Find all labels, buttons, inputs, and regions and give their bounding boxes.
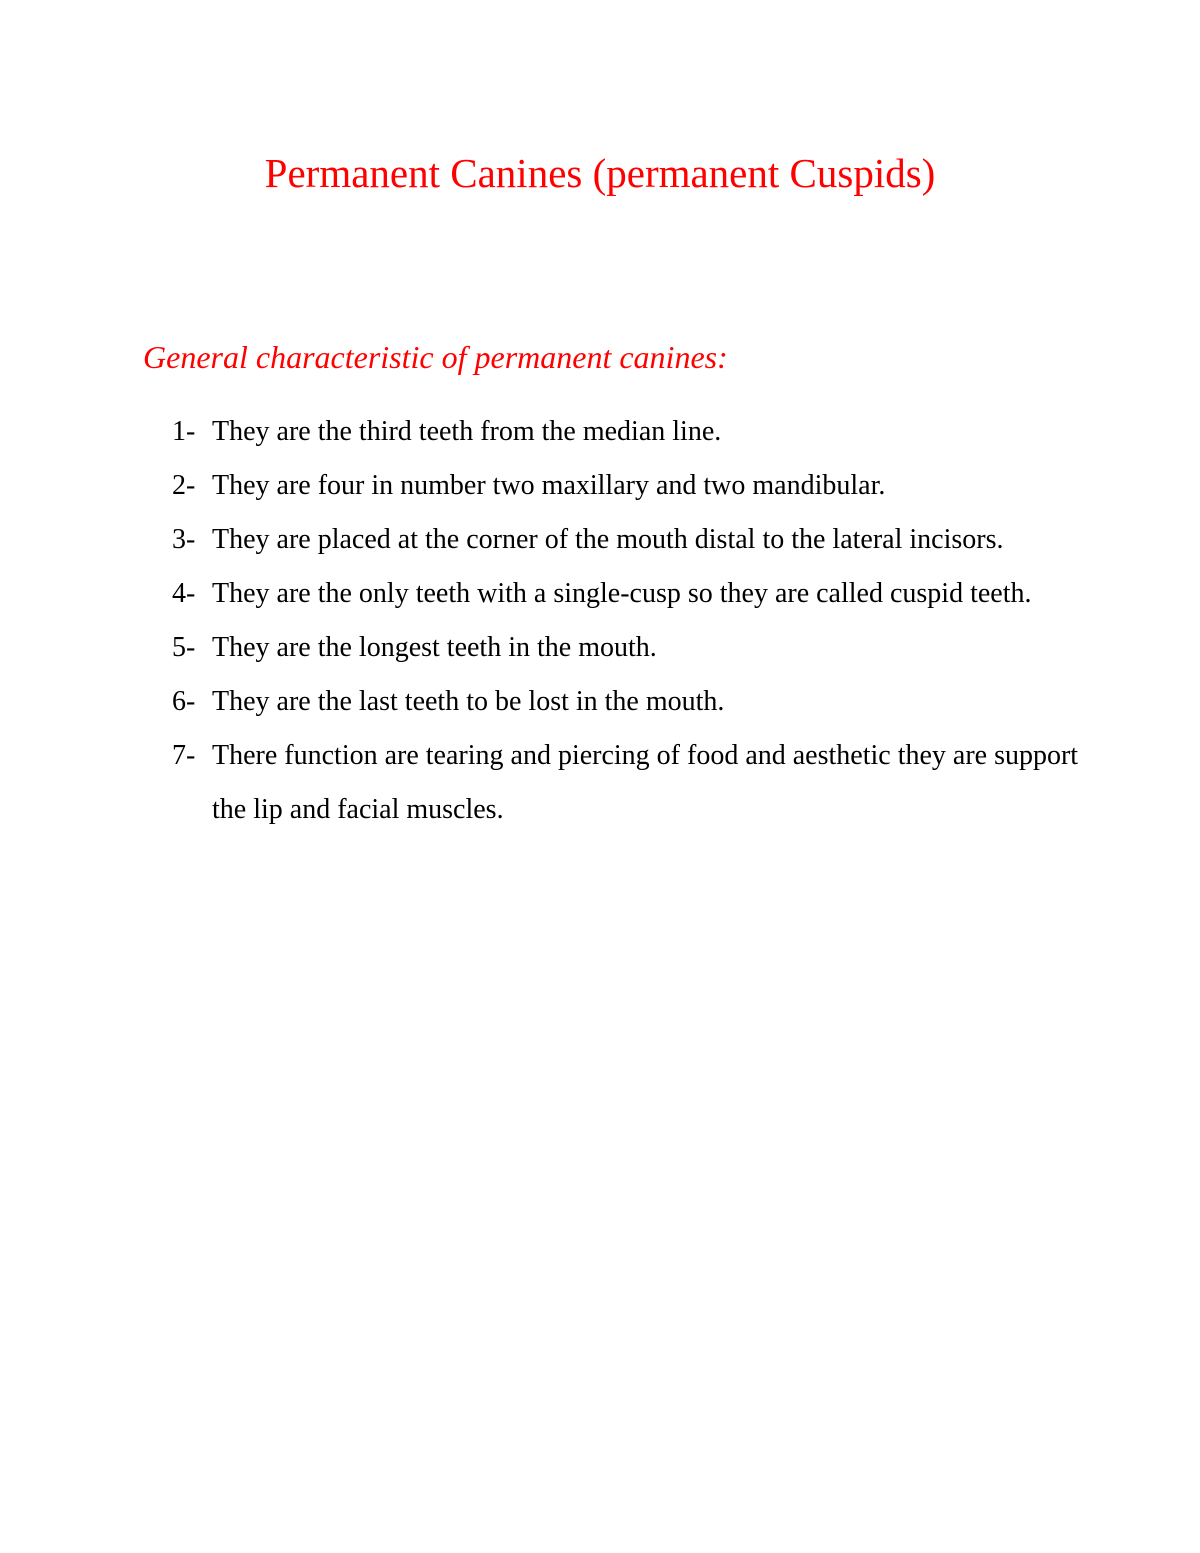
list-item-text: They are the third teeth from the median line. xyxy=(212,416,722,447)
list-item-number: 2- xyxy=(172,470,196,501)
list-item xyxy=(172,567,1092,621)
list-item xyxy=(172,621,1092,675)
list-item-text: There function are tearing and piercing of food and aesthetic they are support the lip and facial muscles. xyxy=(212,740,1079,825)
list-item-number: 4- xyxy=(172,578,196,609)
list-item xyxy=(172,459,1092,513)
list-item-text: They are the longest teeth in the mouth. xyxy=(212,632,657,663)
list-item-number: 1- xyxy=(172,416,196,447)
list-item-text: They are placed at the corner of the mouth distal to the lateral incisors. xyxy=(212,524,1004,555)
characteristics-list xyxy=(172,405,1092,837)
list-item-text: They are four in number two maxillary and two mandibular. xyxy=(212,470,886,501)
list-item xyxy=(172,405,1092,459)
list-item-number: 5- xyxy=(172,632,196,663)
list-item-number: 3- xyxy=(172,524,196,555)
list-item xyxy=(172,675,1092,729)
list-item-text: They are the only teeth with a single-cusp so they are called cuspid teeth. xyxy=(212,578,1032,609)
section-heading: General characteristic of permanent canines: xyxy=(143,339,728,375)
list-item-number: 7- xyxy=(172,740,196,771)
list-item xyxy=(172,513,1092,567)
list-item-text: They are the last teeth to be lost in the mouth. xyxy=(212,686,725,717)
list-item-number: 6- xyxy=(172,686,196,717)
list-item xyxy=(172,729,1092,837)
page-title: Permanent Canines (permanent Cuspids) xyxy=(264,150,936,196)
